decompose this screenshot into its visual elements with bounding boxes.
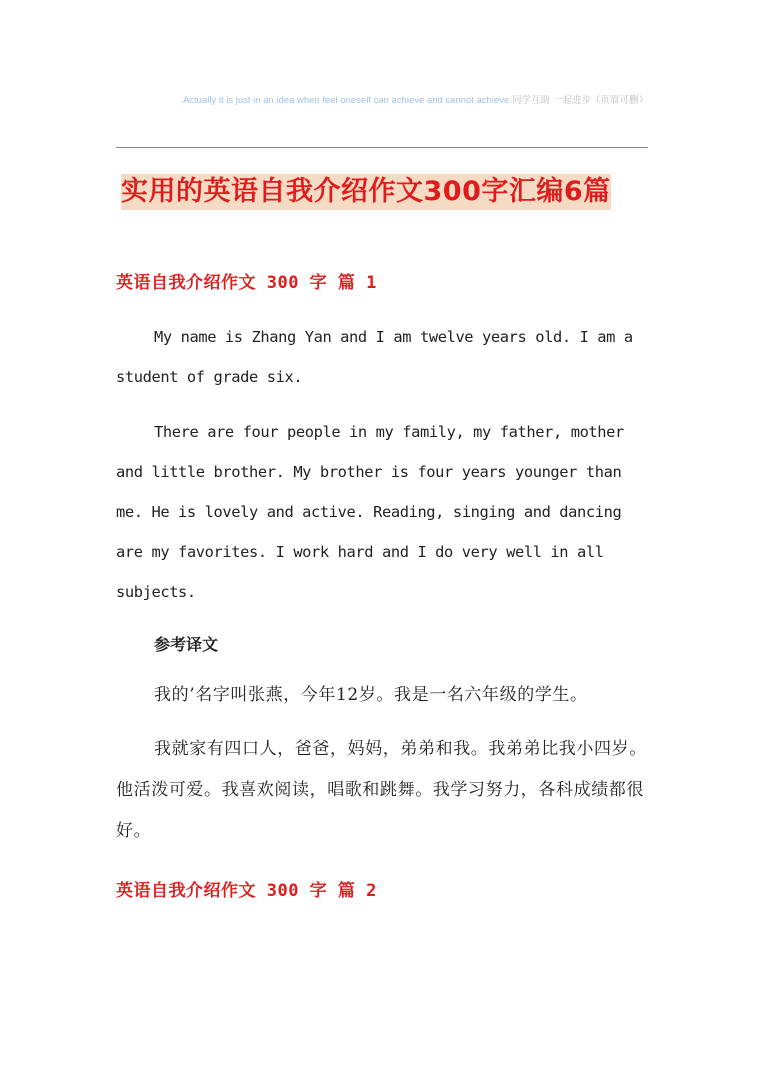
header-divider bbox=[116, 147, 648, 148]
section-heading-1: 英语自我介绍作文 300 字 篇 1 bbox=[116, 273, 377, 293]
english-paragraph-2: There are four people in my family, my father, mother and little brother. My brother is four years younger than me. He is lovely and active. Reading, singing and dancing are my favorites. I work hard and I do very well in all subjects. bbox=[116, 423, 624, 601]
header-chinese-text: 同学互助 一起进步（页眉可删） bbox=[511, 95, 648, 106]
chinese-paragraph-1: 我的’名字叫张燕，今年12岁。我是一名六年级的学生。 bbox=[154, 685, 588, 705]
header-english-text: Actually it is just in an idea when feel oneself can achieve and cannot achieve. bbox=[182, 95, 512, 106]
page-header bbox=[116, 92, 648, 106]
section-heading-2: 英语自我介绍作文 300 字 篇 2 bbox=[116, 881, 377, 901]
chinese-paragraph-2: 我就家有四口人，爸爸，妈妈，弟弟和我。我弟弟比我小四岁。他活泼可爱。我喜欢阅读，唱歌和跳舞。我学习努力，各科成绩都很好。 bbox=[116, 739, 647, 841]
translation-label: 参考译文 bbox=[154, 635, 219, 654]
document-title bbox=[121, 170, 641, 216]
document-title-text: 实用的英语自我介绍作文300字汇编6篇 bbox=[121, 174, 611, 210]
english-paragraph-1: My name is Zhang Yan and I am twelve years old. I am a student of grade six. bbox=[116, 328, 633, 386]
